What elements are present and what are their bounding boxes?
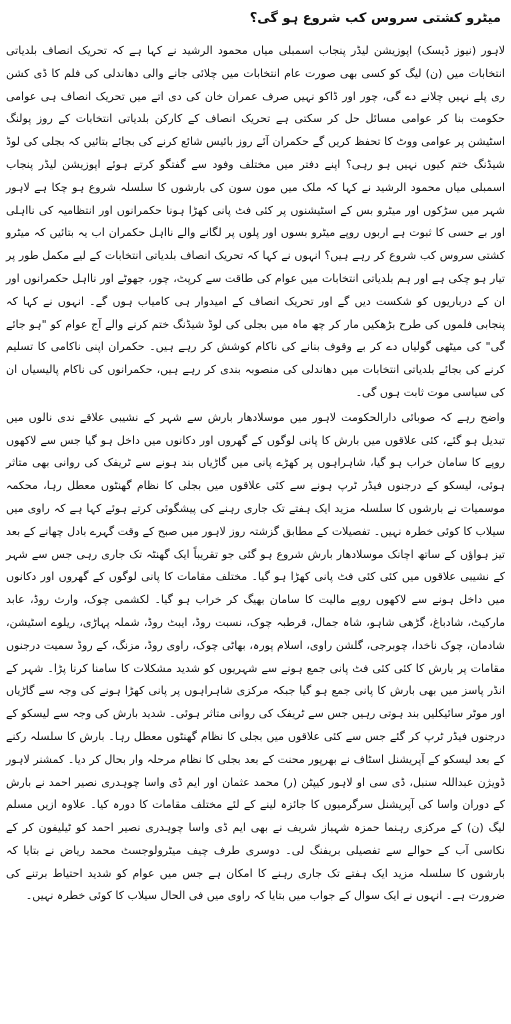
article-headline: میٹرو کشتی سروس کب شروع ہو گی؟ (249, 11, 501, 26)
article-paragraph-2: واضح رہے کہ صوبائی دارالحکومت لاہور میں موسلادھار بارش سے شہر کے نشیبی علاقے ندی نالوں میں تبدیل ہو گئے، کئی علاقوں میں بارش کا پانی لوگوں کے گھروں اور دکانوں میں داخل ہو گیا جس سے لاکھوں روپے کا سامان خراب ہو گیا، شاہراہوں پر کھڑے پانی میں گاڑیاں بند ہونے سے ٹریفک کی روانی بھی متاثر ہوئی، لیسکو کے درجنوں فیڈر ٹرپ ہونے سے کئی علاقوں میں بجلی کا نظام گھنٹوں معطل رہا، محکمہ موسمیات نے بارشوں کا سلسلہ مزید ایک ہفتے تک جاری رہنے کی پیشگوئی کرتے ہوئے کہا ہے کہ راوی میں سیلاب کا کوئی خطرہ نہیں۔ تفصیلات کے مطابق گزشتہ روز لاہور میں صبح کے وقت گہرے بادل چھانے کے بعد تیز ہواؤں کے ساتھ اچانک موسلادھار بارش شروع ہو گئی جو تقریباً ایک گھنٹہ تک جاری رہی جس سے شہر کے نشیبی علاقوں میں کئی کئی فٹ پانی کھڑا ہو گیا۔ مختلف مقامات کا پانی لوگوں کے گھروں اور دکانوں میں داخل ہونے سے لاکھوں روپے مالیت کا سامان بھیگ کر خراب ہو گیا۔ لکشمی چوک، وارث روڈ، عابد مارکیٹ، شادباغ، گڑھی شاہو، شاہ جمال، قرطبہ چوک، نسبت روڈ، ایبٹ روڈ، شملہ پہاڑی، ریلوے اسٹیشن، شادمان، چوک ناخدا، چوبرجی، گلشن راوی، اسلام پورہ، بھاٹی چوک، راوی روڈ، مزنگ، کے روڈ سمیت درجنوں مقامات پر بارش کا کئی کئی فٹ پانی جمع ہونے سے شہریوں کو شدید مشکلات کا سامنا کرنا پڑا۔ شہر کے انڈر پاسز میں بھی بارش کا پانی جمع ہو گیا جبکہ مرکزی شاہراہوں پر پانی کھڑا ہونے کی وجہ سے گاڑیاں اور موٹر سائیکلیں بند ہوتی رہیں جس سے ٹریفک کی روانی متاثر ہوئی۔ شدید بارش کی وجہ سے لیسکو کے درجنوں فیڈر ٹرپ کر گئے جس سے کئی علاقوں میں بجلی کا نظام گھنٹوں معطل رہا۔ بارش کا سلسلہ رکنے کے بعد لیسکو کے آپریشنل اسٹاف نے بھرپور محنت کے بعد بجلی کا نظام مرحلہ وار بحال کر دیا۔ کمشنر لاہور ڈویژن عبداللہ سنبل، ڈی سی او لاہور کیپٹن (ر) محمد عثمان اور ایم ڈی واسا چوہدری نصیر احمد نے بارش کے دوران واسا کی آپریشنل سرگرمیوں کا جائزہ لینے کے لئے مختلف مقامات کا دورہ کیا۔ علاوہ ازیں مسلم لیگ (ن) کے مرکزی رہنما حمزہ شہباز شریف نے بھی ایم ڈی واسا چوہدری نصیر احمد کو ٹیلیفون کر کے نکاسی آب کے حوالے سے تفصیلی بریفنگ لی۔ دوسری طرف چیف میٹرولوجسٹ محمد ریاض نے بتایا کہ بارشوں کا سلسلہ مزید ایک ہفتے تک جاری رہنے کا امکان ہے جس میں عوام کو شدید احتیاط برتنے کی ضرورت ہے۔ انہوں نے ایک سوال کے جواب میں بتایا کہ راوی میں فی الحال سیلاب کا کوئی خطرہ نہیں۔ (6, 410, 505, 903)
article-paragraph-1: لاہور (نیوز ڈیسک) اپوزیشن لیڈر پنجاب اسمبلی میاں محمود الرشید نے کہا ہے کہ تحریک انصاف بلدیاتی انتخابات میں (ن) لیگ کو کسی بھی صورت عام انتخابات میں چلائی جانے والی دھاندلی کی فلم کا ڈی کشن ری پلے نہیں چلانے دے گی، چور اور ڈاکو نہیں صرف عمران خان کی دی اتے میں تحریک انصاف ہی عوامی حکومت بنا کر عوامی مسائل حل کر سکتی ہے تحریک انصاف کے کارکن بلدیاتی انتخابات کے روز پولنگ اسٹیشن پر عوامی ووٹ کا تحفظ کریں گے حکمران آئے روز بائیس شائع کرنے کی بجائے بتائیں کہ بجلی کی لوڈ شیڈنگ ختم کیوں نہیں ہو رہی؟ اپنے دفتر میں مختلف وفود سے گفتگو کرتے ہوئے اپوزیشن لیڈر پنجاب اسمبلی میاں محمود الرشید نے کہا کہ ملک میں مون سون کی بارشوں کا سلسلہ شروع ہو چکا ہے لاہور شہر میں سڑکوں اور میٹرو بس کے اسٹیشنوں پر کئی فٹ پانی کھڑا ہونا حکمرانوں اور انتظامیہ کی نااہلی اور بے حسی کا ثبوت ہے اربوں روپے میٹرو بسوں اور پلوں پر لگانے والے نااہل حکمران اب یہ بتائیں کہ میٹرو کشتی سروس کب شروع کر رہے ہیں؟ انہوں نے کہا کہ تحریک انصاف بلدیاتی انتخابات کے لیے مکمل طور پر تیار ہو چکی ہے اور ہم بلدیاتی انتخابات میں عوام کی طاقت سے کرپٹ، چور، جھوٹے اور نااہل حکمرانوں اور ان کے درباریوں کو شکست دیں گے اور تحریک انصاف کے امیدوار ہی کامیاب ہوں گے۔ انہوں نے کہا کہ پنجابی فلموں کی طرح بڑھکیں مار کر چھ ماہ میں بجلی کی لوڈ شیڈنگ ختم کرنے والے آج عوام کو "ہو جائے گی" کی میٹھی گولیاں دے کر بے وقوف بنانے کی ناکام کوشش کر رہے ہیں۔ حکمران اپنی ناکامی کا تسلیم کرنے کی بجائے بلدیاتی انتخابات میں دھاندلی کی منصوبہ بندی کر رہے ہیں، حکمرانوں کی ناکام پالیسیاں ان کی سیاسی موت ثابت ہوں گی۔ (6, 44, 505, 399)
